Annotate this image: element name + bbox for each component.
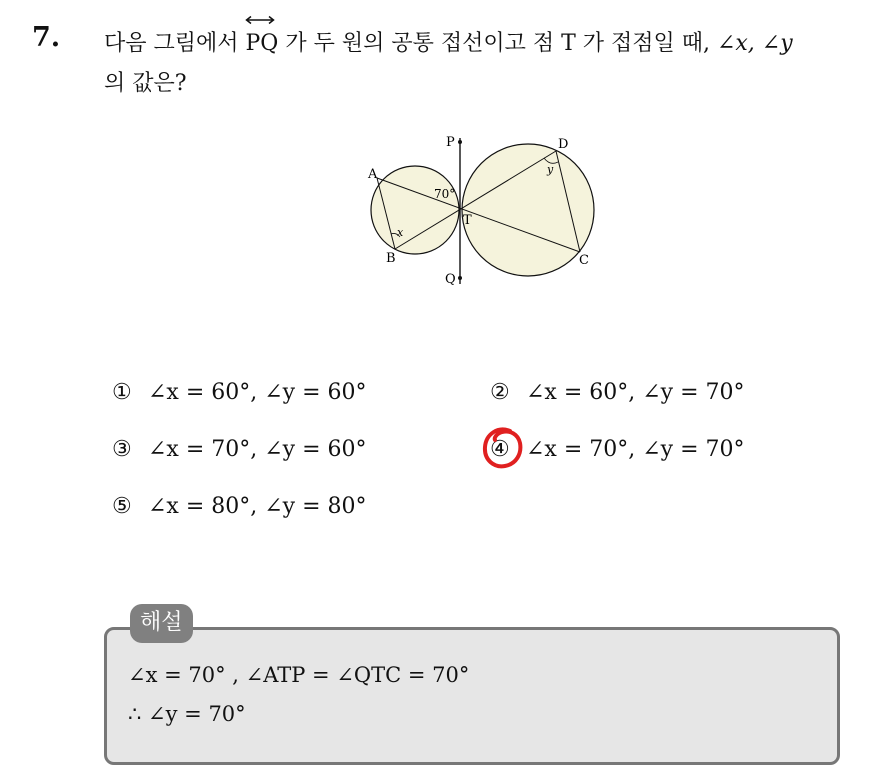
question-text-middle: 가 두 원의 공통 접선이고 점 T 가 접점일 때, [278,31,717,56]
line-pq-symbol [246,24,279,64]
choice-1-text: ∠x = 60°, ∠y = 60° [148,380,367,405]
point-p [458,140,462,144]
choice-4-text: ∠x = 70°, ∠y = 70° [526,437,745,462]
small-circle [371,166,459,254]
choice-1-number: ① [112,380,132,405]
question-line-2: 의 값은? [104,71,187,96]
label-p: P [446,135,455,150]
double-arrow-icon [245,15,275,25]
label-a: A [368,167,378,182]
label-y: y [547,163,554,176]
label-c: C [579,253,589,268]
label-angle-70: 70° [434,187,456,201]
question-number: 7. [32,22,61,53]
solution-line-1: ∠x = 70° , ∠ATP = ∠QTC = 70° [128,663,470,687]
choice-4[interactable] [490,437,745,462]
choice-1[interactable] [112,380,367,405]
question-angles: ∠x, ∠y [716,31,793,56]
label-b: B [386,251,396,266]
choice-5-number: ⑤ [112,494,132,519]
choice-2-text: ∠x = 60°, ∠y = 70° [526,380,745,405]
point-q [458,276,462,280]
label-q: Q [445,272,456,287]
question-text [104,24,864,104]
pq-text: PQ [245,31,279,56]
choice-3-text: ∠x = 70°, ∠y = 60° [148,437,367,462]
label-x: x [397,226,404,239]
solution-box [104,627,840,765]
solution-line-2: ∴ ∠y = 70° [128,702,246,726]
geometry-figure [360,128,600,296]
answer-circle-mark-icon [480,424,526,472]
choice-3[interactable] [112,437,367,462]
label-d: D [558,137,569,152]
solution-label: 해설 [130,604,193,643]
choice-2-number: ② [490,380,510,405]
choice-3-number: ③ [112,437,132,462]
choice-5-text: ∠x = 80°, ∠y = 80° [148,494,367,519]
choice-2[interactable] [490,380,745,405]
label-t: T [463,213,472,228]
question-text-start: 다음 그림에서 [104,31,246,56]
choice-4-number: ④ [490,437,510,462]
large-circle [462,144,594,276]
choice-5[interactable] [112,494,367,519]
question-line-1 [104,24,864,64]
